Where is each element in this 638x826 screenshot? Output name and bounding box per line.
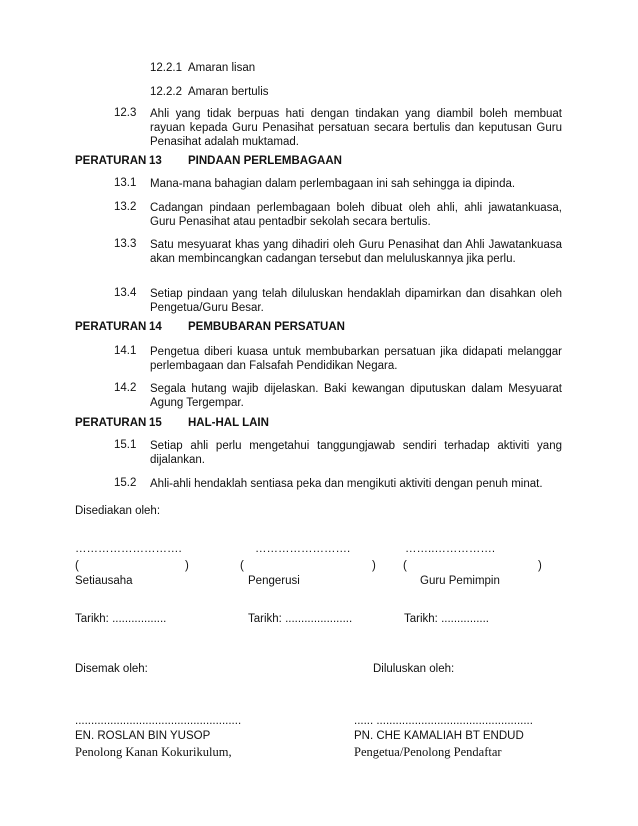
section-title: PINDAAN PERLEMBAGAAN: [188, 155, 342, 167]
section-label: PERATURAN: [75, 155, 147, 167]
item-number: 13.4: [114, 287, 137, 299]
item-text: Pengetua diberi kuasa untuk membubarkan persatuan jika didapati melanggar perlembagaan dan Falsafah Pendidikan Negara.: [150, 346, 562, 372]
item-text: Amaran lisan: [188, 62, 256, 74]
item-number: 14.1: [114, 345, 137, 357]
item-text: Satu mesyuarat khas yang dihadiri oleh Guru Penasihat dan Ahli Jawatankuasa akan membincangkan cadangan tersebut dan meluluskannya jika perlu.: [150, 239, 562, 265]
approver-title: Pengetua/Penolong Pendaftar: [354, 745, 502, 759]
section-label: PERATURAN: [75, 417, 147, 429]
item-number: 13.3: [114, 238, 137, 250]
paren-close: ): [185, 560, 189, 572]
paren-close: ): [538, 560, 542, 572]
signatory-role: Guru Pemimpin: [420, 575, 500, 587]
signature-line: …………………….: [255, 543, 351, 555]
prepared-by-label: Disediakan oleh:: [75, 505, 161, 517]
item-number: 12.3: [114, 107, 137, 119]
reviewer-name: EN. ROSLAN BIN YUSOP: [75, 730, 211, 742]
section-number: 15: [149, 417, 162, 429]
signature-line: ……..…………….: [405, 543, 496, 555]
item-text: Amaran bertulis: [188, 86, 269, 98]
item-number: 15.2: [114, 477, 137, 489]
signature-line: ....................................................: [75, 715, 242, 727]
item-text: Setiap ahli perlu mengetahui tanggungjawab sendiri terhadap aktiviti yang dijalankan.: [150, 440, 562, 466]
signature-line: ……………………….: [75, 543, 182, 555]
section-label: PERATURAN: [75, 321, 147, 333]
signatory-role: Setiausaha: [75, 575, 133, 587]
section-title: PEMBUBARAN PERSATUAN: [188, 321, 345, 333]
item-text: Cadangan pindaan perlembagaan boleh dibuat oleh ahli, ahli jawatankuasa, Guru Penasihat atau pentadbir sekolah secara bertulis.: [150, 202, 562, 228]
item-text: Ahli-ahli hendaklah sentiasa peka dan mengikuti aktiviti dengan penuh minat.: [150, 478, 543, 490]
section-number: 14: [149, 321, 162, 333]
date-field: Tarikh: .....................: [248, 613, 353, 625]
paren-open: (: [403, 560, 407, 572]
item-text: Mana-mana bahagian dalam perlembagaan ini sah sehingga ia dipinda.: [150, 178, 516, 190]
signature-line: ...... .................................................: [354, 715, 533, 727]
section-title: HAL-HAL LAIN: [188, 417, 269, 429]
approver-name: PN. CHE KAMALIAH BT ENDUD: [354, 730, 524, 742]
item-text: Segala hutang wajib dijelaskan. Baki kewangan diputuskan dalam Mesyuarat Agung Tergempar.: [150, 383, 562, 409]
item-number: 13.2: [114, 201, 137, 213]
section-number: 13: [149, 155, 162, 167]
item-number: 13.1: [114, 177, 137, 189]
date-field: Tarikh: .................: [75, 613, 167, 625]
item-text: Setiap pindaan yang telah diluluskan hendaklah dipamirkan dan disahkan oleh Pengetua/Guru Besar.: [150, 288, 562, 314]
item-number: 15.1: [114, 439, 137, 451]
item-number: 12.2.2: [150, 86, 182, 98]
paren-close: ): [372, 560, 376, 572]
paren-open: (: [240, 560, 244, 572]
item-number: 14.2: [114, 382, 137, 394]
approved-by-label: Diluluskan oleh:: [373, 663, 455, 675]
reviewed-by-label: Disemak oleh:: [75, 663, 148, 675]
item-number: 12.2.1: [150, 62, 182, 74]
signatory-role: Pengerusi: [248, 575, 300, 587]
item-text: Ahli yang tidak berpuas hati dengan tindakan yang diambil boleh membuat rayuan kepada Guru Penasihat persatuan secara bertulis dan keputusan Guru Penasihat adalah muktamad.: [150, 108, 562, 148]
date-field: Tarikh: ...............: [404, 613, 489, 625]
paren-open: (: [75, 560, 79, 572]
reviewer-title: Penolong Kanan Kokurikulum,: [75, 745, 232, 759]
